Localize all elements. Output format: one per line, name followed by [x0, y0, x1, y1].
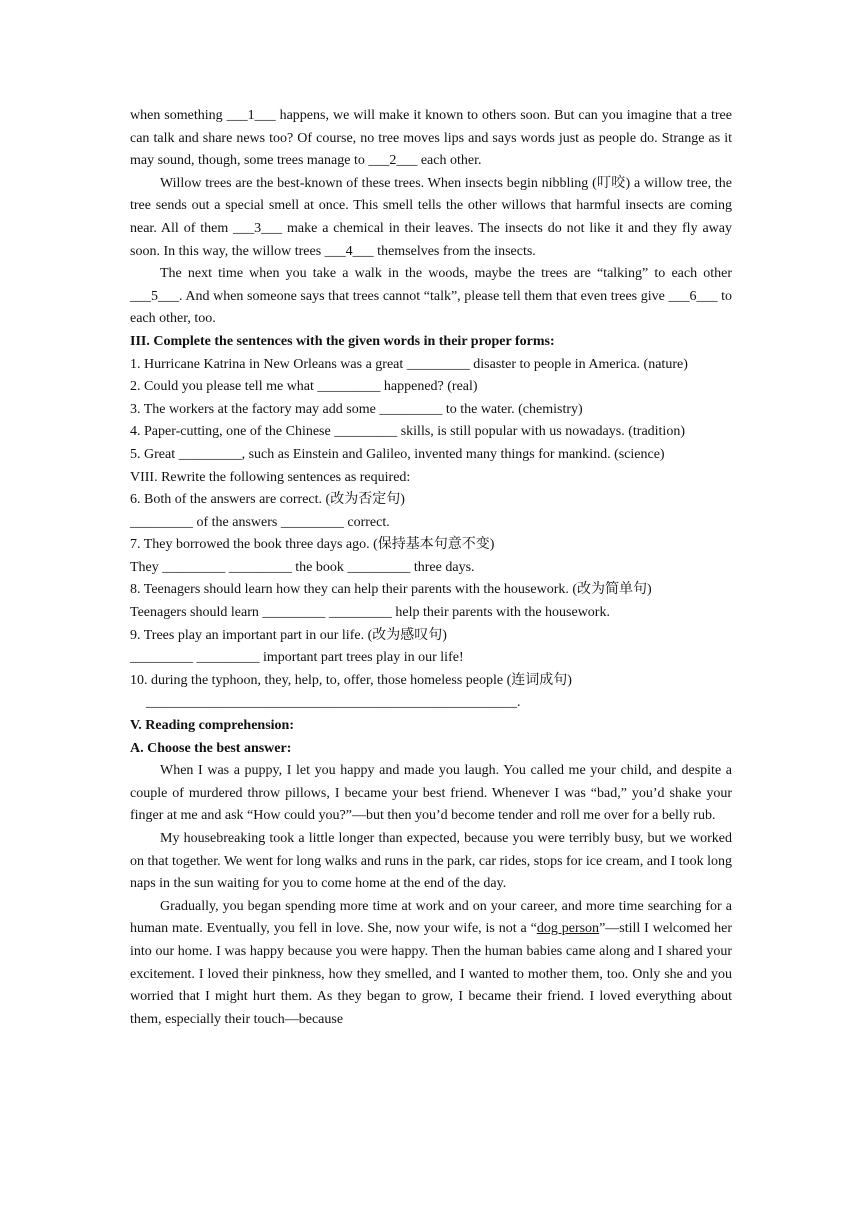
- exercise-item: 1. Hurricane Katrina in New Orleans was a great _________ disaster to people in America. (nature): [130, 356, 688, 372]
- reading-text: Gradually, you began spending more time at work and on your career, and more time searching for a human mate. Eventually, you fell in love. She, now your wife, is not a “: [130, 898, 732, 937]
- reading-text: ”—still I welcomed her into our home. I was happy because you were happy. Then the human babies came along and I shared your excitement. I loved their pinkness, how they smelled, and I wanted to mother them, too. Only she and you worried that I might hurt them. As they began to grow, I became their friend. I loved everything about them, especially their touch—because: [130, 921, 732, 1027]
- reading-paragraph-1: When I was a puppy, I let you happy and made you laugh. You called me your child, and despite a couple of murdered throw pillows, I became your best friend. Whenever I was “bad,” you’d shake your finger at me and ask “How could you?”—but then you’d become tender and roll me over for a belly rub.: [130, 763, 732, 824]
- rewrite-line: 7. They borrowed the book three days ago. (保持基本句意不变): [130, 537, 495, 553]
- section-5-heading: V. Reading comprehension:: [130, 718, 295, 734]
- underlined-term: dog person: [536, 921, 600, 937]
- exercise-item: 4. Paper-cutting, one of the Chinese _________ skills, is still popular with us nowadays. (tradition): [130, 424, 685, 440]
- exercise-item: 3. The workers at the factory may add some _________ to the water. (chemistry): [130, 401, 583, 417]
- passage-paragraph-3: The next time when you take a walk in the woods, maybe the trees are “talking” to each other ___5___. And when someone says that trees cannot “talk”, please tell them that even trees give ___6___ to each other, too.: [130, 266, 732, 327]
- rewrite-line: 9. Trees play an important part in our life. (改为感叹句): [130, 627, 447, 643]
- section-3-heading: III. Complete the sentences with the given words in their proper forms:: [130, 333, 555, 349]
- reading-paragraph-2: My housebreaking took a little longer than expected, because you were terribly busy, but we worked on that together. We went for long walks and runs in the park, car rides, stops for ice cream, and I took long naps in the sun waiting for you to come home at the end of the day.: [130, 831, 733, 892]
- exercise-item: 2. Could you please tell me what _________ happened? (real): [130, 379, 478, 395]
- section-8-heading: VIII. Rewrite the following sentences as required:: [130, 469, 411, 485]
- section-5-subheading: A. Choose the best answer:: [130, 740, 292, 756]
- reading-paragraph-3: [130, 896, 732, 1032]
- rewrite-line: 10. during the typhoon, they, help, to, offer, those homeless people (连词成句): [130, 672, 572, 688]
- rewrite-line: _________ of the answers _________ correct.: [130, 514, 390, 530]
- rewrite-line: Teenagers should learn _________ _________ help their parents with the housework.: [130, 605, 610, 621]
- passage-paragraph-1: when something ___1___ happens, we will make it known to others soon. But can you imagine that a tree can talk and share news too? Of course, no tree moves lips and says words just as people do. Strange as it may sound, though, some trees manage to ___2___ each other.: [130, 108, 732, 169]
- rewrite-line: They _________ _________ the book _________ three days.: [130, 559, 475, 575]
- document-body: [130, 105, 732, 1031]
- answer-line: _____________________________________________________.: [146, 695, 521, 711]
- passage-paragraph-2: Willow trees are the best-known of these trees. When insects begin nibbling (叮咬) a willow tree, the tree sends out a special smell at once. This smell tells the other willows that harmful insects are coming near. All of them ___3___ make a chemical in their leaves. The insects do not like it and they fly away soon. In this way, the willow trees ___4___ themselves from the insects.: [130, 175, 732, 259]
- rewrite-line: _________ _________ important part trees play in our life!: [130, 650, 464, 666]
- exercise-item: 5. Great _________, such as Einstein and Galileo, invented many things for mankind. (science): [130, 446, 665, 462]
- rewrite-line: 8. Teenagers should learn how they can help their parents with the housework. (改为简单句): [130, 582, 652, 598]
- rewrite-line: 6. Both of the answers are correct. (改为否定句): [130, 492, 405, 508]
